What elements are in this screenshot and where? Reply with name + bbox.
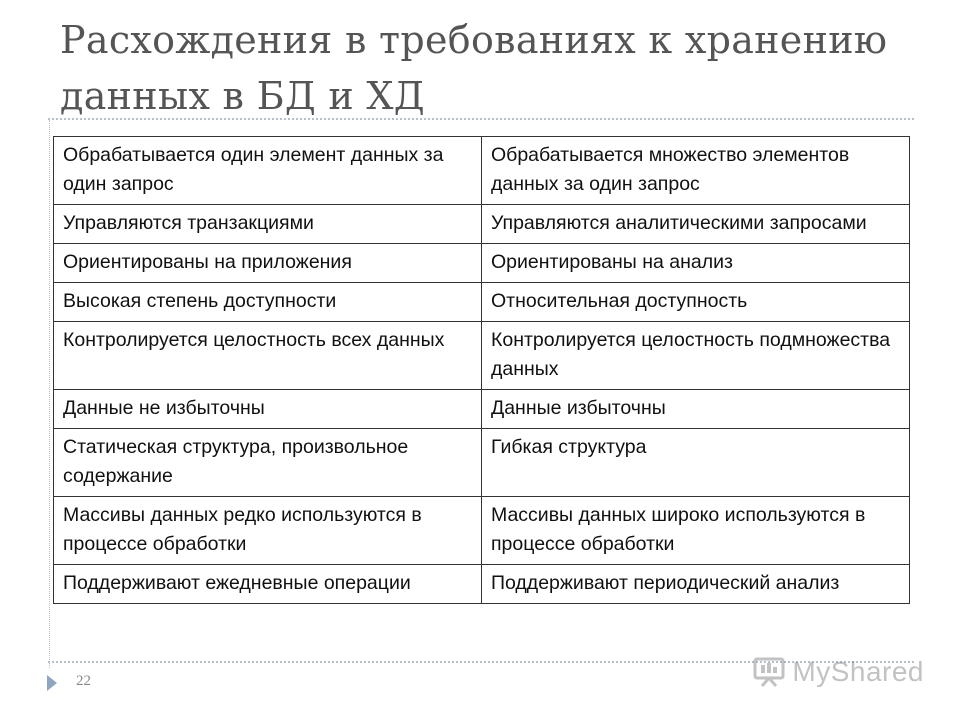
- title-divider: [48, 118, 914, 120]
- watermark-text: MyShared: [792, 656, 924, 687]
- table-cell-dw: Ориентированы на анализ: [482, 244, 910, 283]
- table-cell-db: Ориентированы на приложения: [54, 244, 482, 283]
- table-cell-dw: Обрабатывается множество элементов данных за один запрос: [482, 137, 910, 205]
- table-cell-dw: Управляются аналитическими запросами: [482, 205, 910, 244]
- table-cell-dw: Относительная доступность: [482, 283, 910, 322]
- slide-title-line-1: Расхождения в требованиях к хранению: [60, 18, 888, 62]
- table-row: [54, 565, 910, 604]
- table-cell-db: Статическая структура, произвольное содержание: [54, 429, 482, 497]
- table-row: [54, 322, 910, 390]
- comparison-table: [53, 136, 910, 604]
- table-row: [54, 429, 910, 497]
- slide-title: [60, 12, 920, 124]
- table-row: [54, 390, 910, 429]
- page-number: 22: [76, 673, 91, 689]
- table-cell-dw: Массивы данных широко используются в процессе обработки: [482, 497, 910, 565]
- table-row: [54, 205, 910, 244]
- watermark: [752, 656, 924, 688]
- table-cell-db: Контролируется целостность всех данных: [54, 322, 482, 390]
- presentation-board-icon: [752, 656, 786, 688]
- slide-title-line-2: данных в БД и ХД: [60, 74, 425, 118]
- table-cell-dw: Данные избыточны: [482, 390, 910, 429]
- table-row: [54, 497, 910, 565]
- table-cell-dw: Поддерживают периодический анализ: [482, 565, 910, 604]
- left-margin-rule: [49, 120, 50, 668]
- table-cell-dw: Гибкая структура: [482, 429, 910, 497]
- table-cell-db: Управляются транзакциями: [54, 205, 482, 244]
- table-cell-db: Массивы данных редко используются в процессе обработки: [54, 497, 482, 565]
- page-marker-triangle-icon: [47, 675, 57, 691]
- table-row: [54, 137, 910, 205]
- table-cell-dw: Контролируется целостность подмножества данных: [482, 322, 910, 390]
- table-cell-db: Данные не избыточны: [54, 390, 482, 429]
- table-cell-db: Поддерживают ежедневные операции: [54, 565, 482, 604]
- table-cell-db: Высокая степень доступности: [54, 283, 482, 322]
- table-cell-db: Обрабатывается один элемент данных за один запрос: [54, 137, 482, 205]
- table-row: [54, 283, 910, 322]
- table-row: [54, 244, 910, 283]
